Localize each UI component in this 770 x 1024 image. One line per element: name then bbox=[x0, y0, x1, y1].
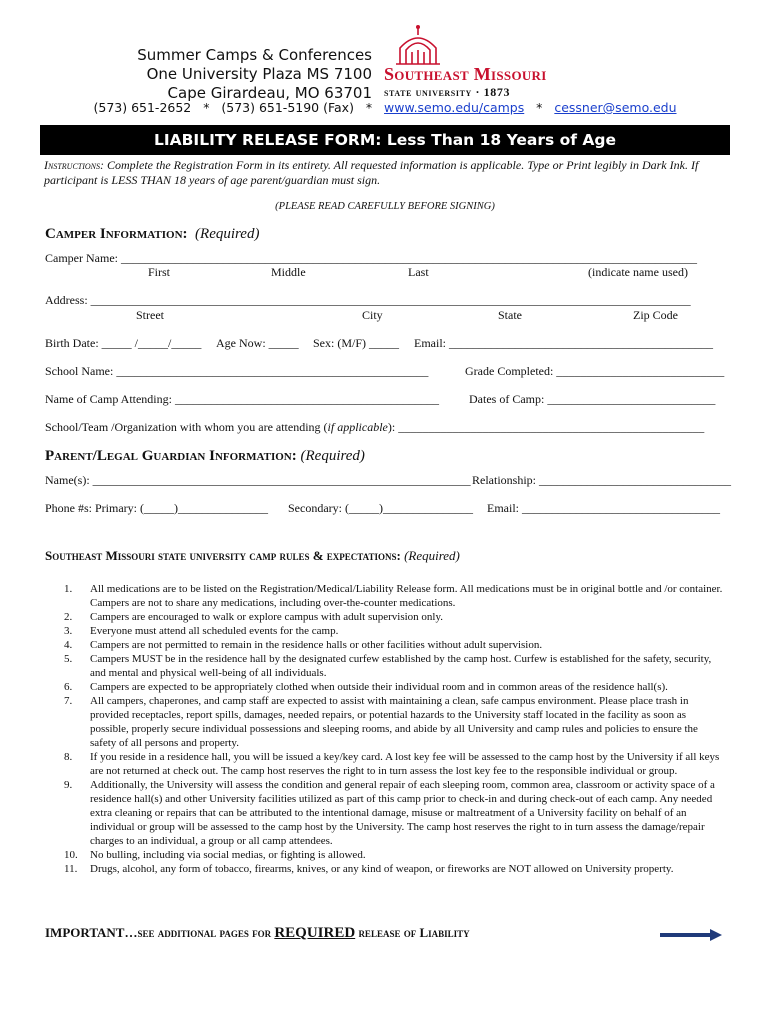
logo-wordmark: Southeast Missouri bbox=[384, 64, 547, 84]
rule-item bbox=[44, 582, 724, 610]
rule-item bbox=[44, 638, 724, 652]
required-tag: (Required) bbox=[404, 548, 460, 563]
rule-item bbox=[44, 680, 724, 694]
rule-text: Campers are encouraged to walk or explore campus with adult supervision only. bbox=[90, 611, 444, 623]
camper-email-field[interactable]: Email: ____________________________________________ bbox=[414, 336, 713, 350]
website-link[interactable]: www.semo.edu/camps bbox=[384, 100, 525, 115]
rule-item bbox=[44, 694, 724, 750]
rule-number: 5. bbox=[64, 653, 73, 665]
read-carefully-note: (PLEASE READ CAREFULLY BEFORE SIGNING) bbox=[275, 201, 495, 212]
rule-number: 6. bbox=[64, 681, 73, 693]
rule-text: Campers are expected to be appropriately clothed when outside their individual room and in common areas of the residence hall(s). bbox=[90, 681, 668, 693]
camper-heading-text: Camper Information: bbox=[45, 226, 188, 242]
guardian-heading-text: Parent/Legal Guardian Information: bbox=[45, 448, 297, 464]
guardian-info-heading bbox=[45, 448, 365, 465]
rule-item bbox=[44, 652, 724, 680]
required-tag: (Required) bbox=[195, 226, 260, 242]
org-italic: if applicable bbox=[327, 420, 388, 434]
sex-field[interactable]: Sex: (M/F) _____ bbox=[313, 336, 400, 350]
rule-number: 7. bbox=[64, 695, 73, 707]
contact-line bbox=[0, 100, 770, 115]
required-tag: (Required) bbox=[300, 448, 365, 464]
camp-name-field[interactable]: Name of Camp Attending: ____________________________________________ bbox=[45, 392, 439, 406]
rules-list bbox=[44, 582, 724, 876]
rule-item bbox=[44, 778, 724, 848]
rule-number: 4. bbox=[64, 639, 73, 651]
sub-last: Last bbox=[408, 265, 429, 279]
rule-text: All medications are to be listed on the Registration/Medical/Liability Release form. All medications must be in original bottle and /or container. Campers are not to share any medications, including over-the-counter medications. bbox=[90, 583, 723, 609]
instructions-label: Instructions: bbox=[44, 158, 105, 172]
rule-item bbox=[44, 862, 724, 876]
guardian-email-field[interactable]: Email: _________________________________ bbox=[487, 501, 720, 515]
birth-date-field[interactable]: Birth Date: _____ /_____/_____ bbox=[45, 336, 202, 350]
sub-street: Street bbox=[136, 308, 164, 322]
footer-suffix: release of Liability bbox=[355, 925, 470, 940]
separator: * bbox=[536, 100, 543, 115]
rule-item bbox=[44, 848, 724, 862]
header-line-2: One University Plaza MS 7100 bbox=[146, 65, 372, 83]
rule-text: Additionally, the University will assess the condition and general repair of each sleeping room, common area, classroom or activity space of a residence hall(s) and other University facilities utilized as part of this camp prior to check-in and during check-out of each camp. Any needed extra cleaning or repairs that can be attributed to the intentional damage, misuse or maltreatment of a University facility on behalf of an individual or group will be assessed to the camp host by the University. The camp host reserves the right to in turn assess the damage/repair charges to an individual, a group or all camp attendees. bbox=[90, 779, 715, 847]
sub-name-used: (indicate name used) bbox=[588, 265, 688, 279]
relationship-field[interactable]: Relationship: ________________________________ bbox=[472, 473, 731, 487]
sub-state: State bbox=[498, 308, 522, 322]
rule-text: Drugs, alcohol, any form of tobacco, firearms, knives, or any kind of weapon, or fireworks are NOT allowed on University property. bbox=[90, 863, 674, 875]
sub-middle: Middle bbox=[271, 265, 306, 279]
separator: * bbox=[365, 100, 373, 115]
camper-name-field[interactable]: Camper Name: ________________________________________________________________________________________________ bbox=[45, 251, 697, 265]
rule-text: No bulling, including via social medias, or fighting is allowed. bbox=[90, 849, 366, 861]
camp-dates-field[interactable]: Dates of Camp: ____________________________ bbox=[469, 392, 716, 406]
footer-prefix: IMPORTANT…see additional pages for bbox=[45, 925, 275, 940]
rules-heading bbox=[45, 548, 460, 564]
rules-heading-text: Southeast Missouri state university camp rules & expectations: bbox=[45, 548, 401, 563]
rule-text: If you reside in a residence hall, you will be issued a key/key card. A lost key fee will be assessed to the camp host by the University if all keys are not returned at check out. The camp host reserves the right to in turn assess the lost key fee to the responsible individual or group. bbox=[90, 751, 720, 777]
org-suffix: ): ___________________________________________________ bbox=[387, 420, 705, 434]
rule-text: Campers are not permitted to remain in the residence halls or other facilities without adult supervision. bbox=[90, 639, 543, 651]
rule-text: Campers MUST be in the residence hall by the designated curfew established by the camp host. Curfew is established for the safety, security, and mental and physical well-being of all individuals. bbox=[90, 653, 712, 679]
form-title: LIABILITY RELEASE FORM: Less Than 18 Years of Age bbox=[40, 125, 730, 155]
rule-number: 9. bbox=[64, 779, 73, 791]
rule-item bbox=[44, 624, 724, 638]
rule-number: 10. bbox=[64, 849, 78, 861]
rule-text: All campers, chaperones, and camp staff are expected to assist with maintaining a clean, safe campus environment. Please place trash in provided receptacles, report spills, damages, needed repairs, or potential hazards to the University staff located in the facility as soon as possible, properly secure individual possessions and sleeping rooms, and abide by all University and camp rules and policies to ensure the safety of all persons and property. bbox=[90, 695, 698, 749]
secondary-phone-field[interactable]: Secondary: (_____)_______________ bbox=[288, 501, 473, 515]
rule-number: 3. bbox=[64, 625, 73, 637]
header-line-3: Cape Girardeau, MO 63701 bbox=[167, 84, 372, 102]
arrow-right-icon bbox=[660, 928, 722, 940]
rule-item bbox=[44, 750, 724, 778]
sub-zip: Zip Code bbox=[633, 308, 678, 322]
rule-number: 8. bbox=[64, 751, 73, 763]
sub-city: City bbox=[362, 308, 383, 322]
rule-number: 1. bbox=[64, 583, 73, 595]
rule-text: Everyone must attend all scheduled events for the camp. bbox=[90, 625, 339, 637]
logo-subtitle: state university · 1873 bbox=[384, 85, 511, 99]
header-line-1: Summer Camps & Conferences bbox=[137, 46, 372, 64]
email-link[interactable]: cessner@semo.edu bbox=[554, 100, 677, 115]
org-prefix: School/Team /Organization with whom you are attending ( bbox=[45, 420, 328, 434]
rule-number: 11. bbox=[64, 863, 78, 875]
guardian-names-field[interactable]: Name(s): _______________________________________________________________ bbox=[45, 473, 471, 487]
footer-required: REQUIRED bbox=[274, 925, 356, 941]
rule-item bbox=[44, 610, 724, 624]
primary-phone-field[interactable]: Phone #s: Primary: (_____)_______________ bbox=[45, 501, 268, 515]
separator: * bbox=[203, 100, 210, 115]
instructions-text: Complete the Registration Form in its entirety. All requested information is applicable. Type or Print legibly in Dark Ink. If participant is LESS THAN 18 years of age parent/guardian must sign. bbox=[44, 158, 699, 187]
organization-field[interactable] bbox=[45, 420, 704, 435]
instructions bbox=[44, 158, 732, 188]
phone-number: (573) 651-2652 bbox=[93, 100, 192, 115]
fax-number: (573) 651-5190 (Fax) bbox=[221, 100, 354, 115]
rule-number: 2. bbox=[64, 611, 73, 623]
school-name-field[interactable]: School Name: ____________________________________________________ bbox=[45, 364, 429, 378]
camper-info-heading bbox=[45, 226, 259, 243]
university-seal-icon bbox=[392, 24, 444, 68]
sub-first: First bbox=[148, 265, 171, 279]
footer-note bbox=[45, 925, 470, 942]
address-field[interactable]: Address: ____________________________________________________________________________________________________ bbox=[45, 293, 691, 307]
grade-field[interactable]: Grade Completed: ____________________________ bbox=[465, 364, 725, 378]
age-field[interactable]: Age Now: _____ bbox=[216, 336, 299, 350]
